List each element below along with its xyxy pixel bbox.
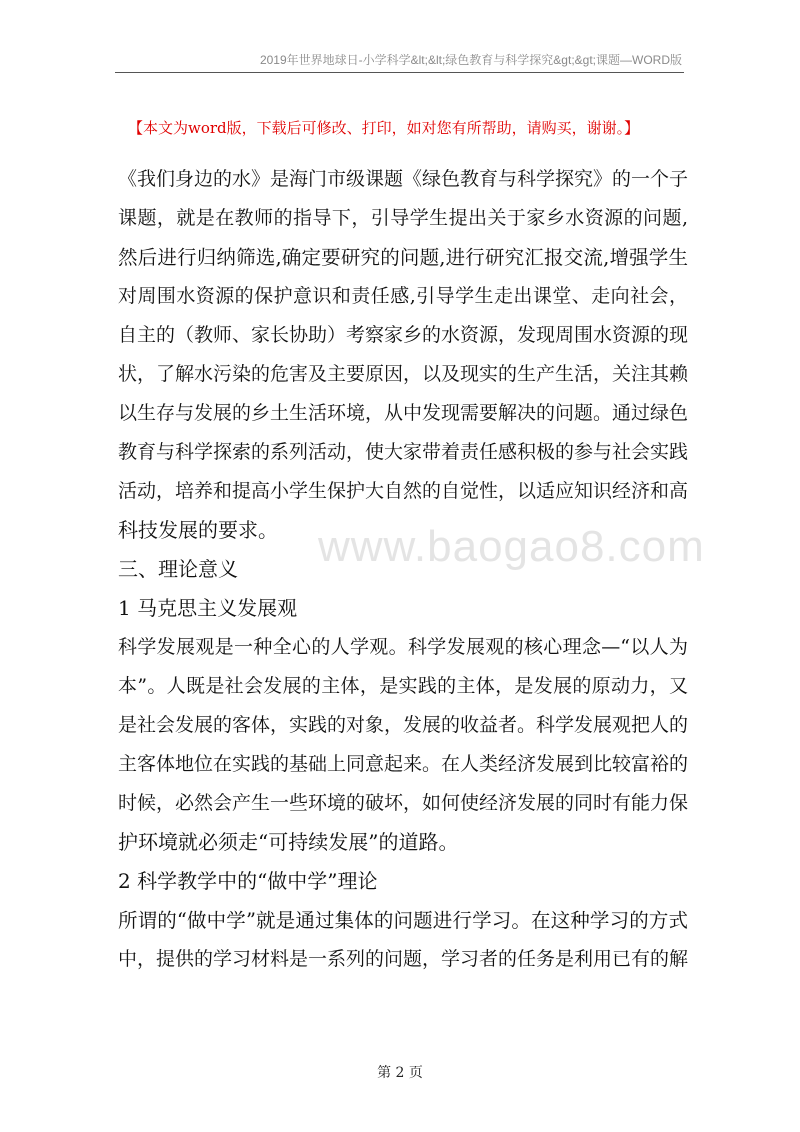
- body-line: 主客体地位在实践的基础上同意起来。在人类经济发展到比较富裕的: [118, 753, 689, 775]
- body-line: 教育与科学探索的系列活动，使大家带着责任感积极的参与社会实践: [118, 441, 689, 463]
- page-number: 第 2 页: [377, 1065, 423, 1081]
- section-heading: 三、理论意义: [118, 557, 238, 581]
- body-line: 活动，培养和提高小学生保护大自然的自觉性，以适应知识经济和高: [118, 480, 689, 502]
- body-line: 中，提供的学习材料是一系列的问题，学习者的任务是利用已有的解: [118, 948, 689, 970]
- page-header: 2019年世界地球日-小学科学&lt;&lt;绿色教育与科学探究&gt;&gt;课题—WORD版: [259, 53, 682, 67]
- body-line: 是社会发展的客体，实践的对象，发展的收益者。科学发展观把人的: [118, 714, 689, 736]
- subsection-heading: 2 科学教学中的“做中学”理论: [118, 869, 378, 893]
- download-notice: 【本文为word版，下载后可修改、打印，如对您有所帮助，请购买，谢谢。】: [128, 119, 640, 137]
- body-line: 时候，必然会产生一些环境的破坏，如何使经济发展的同时有能力保: [118, 792, 689, 814]
- body-line: 科技发展的要求。: [118, 518, 278, 542]
- body-line: 课题，就是在教师的指导下，引导学生提出关于家乡水资源的问题,: [118, 207, 688, 229]
- body-line: 以生存与发展的乡土生活环境，从中发现需要解决的问题。通过绿色: [118, 402, 689, 424]
- watermark: www.baogao8.com: [318, 522, 705, 571]
- body-line: 对周围水资源的保护意识和责任感,引导学生走出课堂、走向社会，: [118, 285, 688, 307]
- subsection-heading: 1 马克思主义发展观: [118, 596, 298, 620]
- header-divider: [115, 72, 684, 73]
- body-line: 本”。人既是社会发展的主体，是实践的主体，是发展的原动力，又: [118, 675, 688, 697]
- body-line: 护环境就必须走“可持续发展”的道路。: [118, 830, 459, 854]
- body-line: 然后进行归纳筛选,确定要研究的问题,进行研究汇报交流,增强学生: [118, 246, 688, 269]
- body-line: 《我们身边的水》是海门市级课题《绿色教育与科学探究》的一个子: [118, 168, 689, 190]
- body-line: 科学发展观是一种全心的人学观。科学发展观的核心理念—“以人为: [118, 636, 688, 658]
- body-line: 所谓的“做中学”就是通过集体的问题进行学习。在这种学习的方式: [118, 909, 688, 932]
- body-line: 状，了解水污染的危害及主要原因，以及现实的生产生活，关注其赖: [118, 363, 689, 385]
- body-line: 自主的（教师、家长协助）考察家乡的水资源，发现周围水资源的现: [118, 324, 689, 346]
